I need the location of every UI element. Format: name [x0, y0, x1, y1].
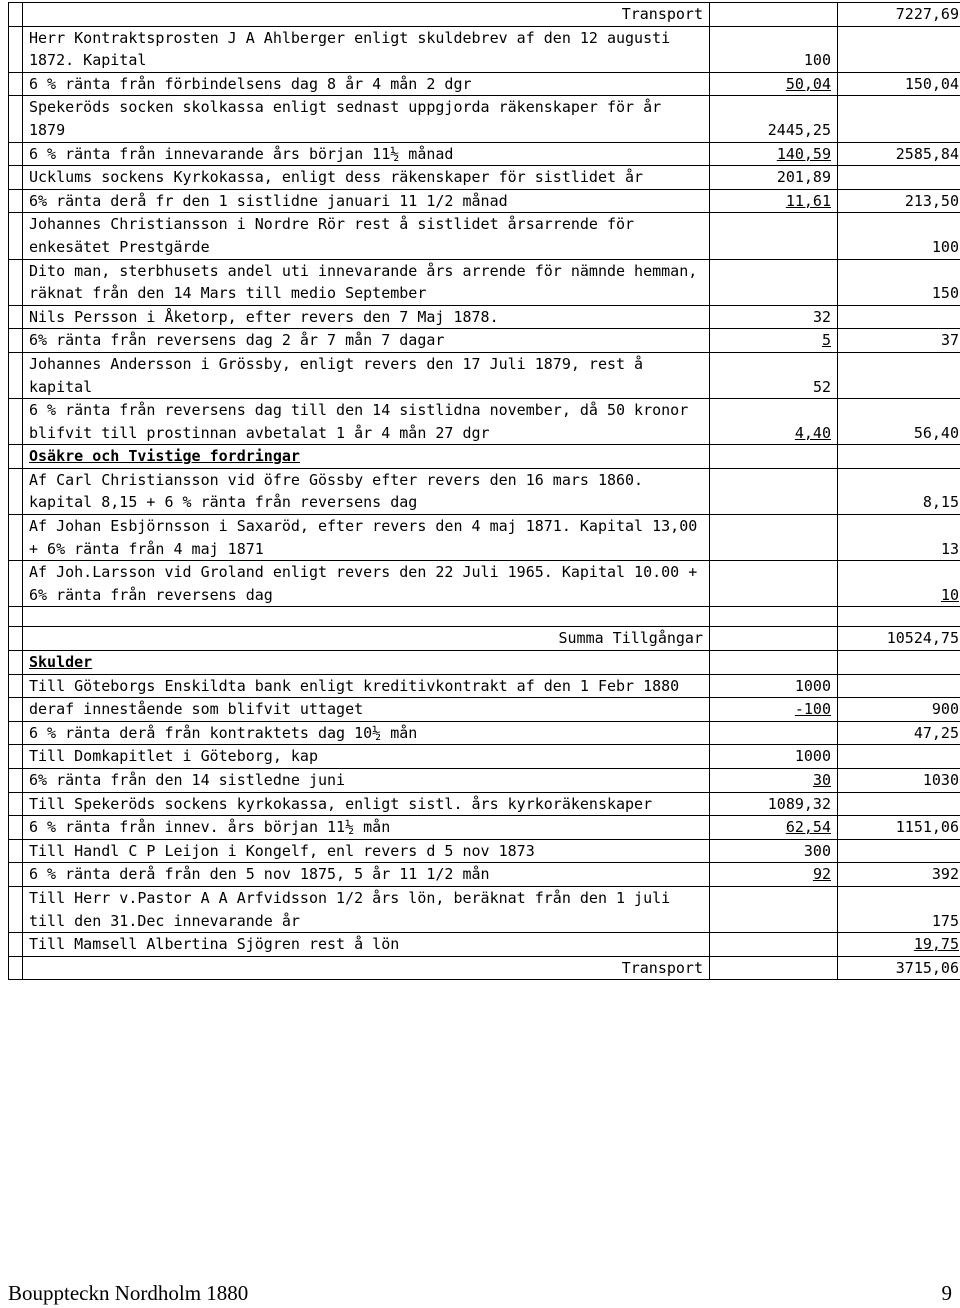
row-margin-cell	[9, 468, 23, 514]
amount-text: 100	[803, 51, 831, 70]
description-text: Osäkre och Tvistige fordringar	[29, 447, 300, 466]
ledger-row	[9, 561, 960, 607]
total-text: 7227,69	[895, 5, 959, 23]
row-margin-cell	[9, 607, 23, 627]
entry-amount	[710, 142, 838, 166]
entry-amount	[710, 72, 838, 96]
row-margin-cell	[9, 26, 23, 72]
total-text: 47,25	[913, 723, 959, 742]
row-margin-cell	[9, 651, 23, 675]
entry-amount	[710, 607, 838, 627]
entry-total	[838, 305, 960, 329]
row-margin-cell	[9, 3, 23, 27]
entry-total	[838, 816, 960, 840]
entry-total	[838, 399, 960, 445]
description-text: 6 % ränta från innevarande års början 11½ månad	[29, 144, 454, 163]
entry-total	[838, 745, 960, 769]
row-margin-cell	[9, 399, 23, 445]
ledger-row	[9, 352, 960, 398]
entry-amount	[710, 674, 838, 698]
row-margin-cell	[9, 305, 23, 329]
entry-amount	[710, 305, 838, 329]
description-text: Till Domkapitlet i Göteborg, kap	[29, 747, 318, 766]
entry-description	[23, 189, 710, 213]
entry-amount	[710, 745, 838, 769]
entry-total	[838, 651, 960, 675]
entry-amount	[710, 3, 838, 27]
entry-description	[23, 721, 710, 745]
ledger-body	[9, 3, 960, 980]
row-margin-cell	[9, 816, 23, 840]
entry-description	[23, 399, 710, 445]
ledger-row	[9, 607, 960, 627]
entry-description	[23, 745, 710, 769]
row-margin-cell	[9, 886, 23, 932]
entry-amount	[710, 259, 838, 305]
entry-amount	[710, 445, 838, 469]
description-text: Af Johan Esbjörnsson i Saxaröd, efter revers den 4 maj 1871. Kapital 13,00 + 6% ränta från 4 maj 1871	[29, 517, 698, 558]
ledger-row	[9, 651, 960, 675]
entry-amount	[710, 515, 838, 561]
total-text: 213,50	[904, 191, 959, 210]
ledger-row	[9, 721, 960, 745]
ledger-row	[9, 816, 960, 840]
ledger-row	[9, 933, 960, 957]
row-margin-cell	[9, 352, 23, 398]
entry-description	[23, 674, 710, 698]
ledger-row	[9, 698, 960, 722]
row-margin-cell	[9, 933, 23, 957]
entry-description	[23, 329, 710, 353]
entry-total	[838, 445, 960, 469]
entry-total	[838, 698, 960, 722]
total-text: 37	[940, 331, 959, 350]
row-margin-cell	[9, 561, 23, 607]
total-text: 150	[931, 284, 959, 303]
ledger-row	[9, 72, 960, 96]
description-text: Skulder	[29, 653, 93, 672]
entry-amount	[710, 189, 838, 213]
entry-amount	[710, 399, 838, 445]
amount-text: 52	[812, 377, 831, 396]
entry-amount	[710, 863, 838, 887]
ledger-row	[9, 863, 960, 887]
total-text: 1151,06	[895, 818, 959, 837]
entry-description	[23, 886, 710, 932]
entry-amount	[710, 792, 838, 816]
description-text: Transport	[621, 5, 703, 23]
amount-text: 2445,25	[767, 120, 831, 139]
row-margin-cell	[9, 698, 23, 722]
entry-amount	[710, 721, 838, 745]
entry-total	[838, 72, 960, 96]
amount-text: 201,89	[776, 168, 831, 187]
description-text: Dito man, sterbhusets andel uti innevarande års arrende för nämnde hemman, räknat från den 14 Mars till medio September	[29, 261, 698, 303]
entry-description	[23, 816, 710, 840]
description-text: Transport	[621, 958, 703, 977]
total-text: 175	[931, 911, 959, 930]
description-text: 6% ränta från den 14 sistledne juni	[29, 771, 346, 789]
total-text: 392	[931, 865, 959, 884]
description-text: 6% ränta derå fr den 1 sistlidne januari 11 1/2 månad	[29, 191, 508, 210]
row-margin-cell	[9, 166, 23, 190]
entry-total	[838, 721, 960, 745]
entry-total	[838, 3, 960, 27]
entry-amount	[710, 352, 838, 398]
amount-text: 140,59	[776, 144, 831, 163]
row-margin-cell	[9, 445, 23, 469]
row-margin-cell	[9, 792, 23, 816]
entry-amount	[710, 213, 838, 259]
entry-total	[838, 674, 960, 698]
amount-text: 32	[812, 307, 831, 326]
entry-amount	[710, 839, 838, 863]
description-text: Herr Kontraktsprosten J A Ahlberger enligt skuldebrev af den 12 augusti 1872. Kapital	[29, 28, 671, 70]
entry-total	[838, 515, 960, 561]
row-margin-cell	[9, 956, 23, 980]
entry-total	[838, 561, 960, 607]
entry-description	[23, 352, 710, 398]
ledger-row	[9, 26, 960, 72]
description-text: Till Herr v.Pastor A A Arfvidsson 1/2 års lön, beräknat från den 1 juli till den 31.Dec innevarande år	[29, 888, 671, 930]
total-text: 10	[940, 585, 959, 604]
row-margin-cell	[9, 189, 23, 213]
description-text: Till Mamsell Albertina Sjögren rest å lön	[29, 935, 400, 954]
entry-amount	[710, 651, 838, 675]
description-text: Johannes Andersson i Grössby, enligt revers den 17 Juli 1879, rest å kapital	[29, 354, 644, 396]
entry-description	[23, 933, 710, 957]
description-text: 6 % ränta från förbindelsens dag 8 år 4 mån 2 dgr	[29, 74, 472, 93]
total-text: 150,04	[904, 74, 959, 93]
row-margin-cell	[9, 515, 23, 561]
entry-description	[23, 607, 710, 627]
ledger-row	[9, 166, 960, 190]
total-text: 13	[940, 539, 959, 558]
description-text: Spekeröds socken skolkassa enligt sednast uppgjorda räkenskaper för år 1879	[29, 98, 662, 139]
entry-total	[838, 166, 960, 190]
description-text: 6% ränta från reversens dag 2 år 7 mån 7 dagar	[29, 331, 445, 350]
description-text: Nils Persson i Åketorp, efter revers den 7 Maj 1878.	[29, 307, 499, 326]
entry-amount	[710, 329, 838, 353]
total-text: 900	[931, 700, 959, 719]
ledger-row	[9, 305, 960, 329]
entry-description	[23, 561, 710, 607]
ledger-row	[9, 839, 960, 863]
ledger-row	[9, 745, 960, 769]
entry-description	[23, 166, 710, 190]
description-text: 6 % ränta från innev. års början 11½ mån	[29, 818, 391, 837]
entry-amount	[710, 26, 838, 72]
total-text: 10524,75	[886, 629, 959, 648]
entry-description	[23, 839, 710, 863]
ledger-row	[9, 769, 960, 793]
amount-text: 1000	[794, 747, 831, 766]
ledger-row	[9, 142, 960, 166]
entry-description	[23, 259, 710, 305]
footer-page-number: 9	[941, 1281, 952, 1305]
row-margin-cell	[9, 96, 23, 142]
amount-text: 5	[821, 331, 831, 350]
ledger-row	[9, 399, 960, 445]
entry-amount	[710, 561, 838, 607]
entry-total	[838, 213, 960, 259]
amount-text: 50,04	[785, 74, 831, 93]
amount-text: 92	[812, 865, 831, 884]
entry-description	[23, 515, 710, 561]
row-margin-cell	[9, 769, 23, 793]
row-margin-cell	[9, 329, 23, 353]
entry-total	[838, 769, 960, 793]
ledger-row	[9, 3, 960, 27]
amount-text: -100	[794, 700, 831, 719]
entry-total	[838, 792, 960, 816]
row-margin-cell	[9, 721, 23, 745]
description-text: 6 % ränta derå från kontraktets dag 10½ mån	[29, 723, 418, 742]
entry-description	[23, 468, 710, 514]
entry-description	[23, 792, 710, 816]
ledger-row	[9, 96, 960, 142]
entry-total	[838, 886, 960, 932]
footer-document-title: Bouppteckn Nordholm 1880	[8, 1281, 249, 1305]
total-text: 56,40	[913, 423, 959, 442]
description-text: Ucklums sockens Kyrkokassa, enligt dess räkenskaper för sistlidet år	[29, 168, 644, 187]
description-text: Till Göteborgs Enskildta bank enligt kreditivkontrakt af den 1 Febr 1880	[29, 676, 680, 695]
ledger-row	[9, 627, 960, 651]
entry-amount	[710, 956, 838, 980]
amount-text: 1089,32	[767, 794, 831, 813]
description-text: Till Handl C P Leijon i Kongelf, enl revers d 5 nov 1873	[29, 841, 535, 860]
entry-description	[23, 956, 710, 980]
entry-description	[23, 627, 710, 651]
entry-description	[23, 213, 710, 259]
total-text: 3715,06	[895, 958, 959, 977]
amount-text: 30	[812, 771, 831, 789]
ledger-row	[9, 515, 960, 561]
description-text: Till Spekeröds sockens kyrkokassa, enligt sistl. års kyrkoräkenskaper	[29, 794, 653, 813]
total-text: 19,75	[913, 935, 959, 954]
entry-description	[23, 142, 710, 166]
entry-amount	[710, 816, 838, 840]
entry-amount	[710, 933, 838, 957]
entry-description	[23, 96, 710, 142]
entry-description	[23, 698, 710, 722]
entry-total	[838, 142, 960, 166]
row-margin-cell	[9, 627, 23, 651]
ledger-row	[9, 329, 960, 353]
description-text: Af Carl Christiansson vid öfre Gössby efter revers den 16 mars 1860. kapital 8,15 + 6 % ränta från reversens dag	[29, 470, 644, 512]
amount-text: 11,61	[785, 191, 831, 210]
row-margin-cell	[9, 745, 23, 769]
row-margin-cell	[9, 863, 23, 887]
ledger-row	[9, 956, 960, 980]
description-text: deraf innestående som blifvit uttaget	[29, 700, 364, 719]
row-margin-cell	[9, 72, 23, 96]
description-text: Summa Tillgångar	[558, 629, 703, 648]
total-text: 100	[931, 237, 959, 256]
entry-amount	[710, 698, 838, 722]
ledger-row	[9, 213, 960, 259]
entry-amount	[710, 627, 838, 651]
entry-amount	[710, 166, 838, 190]
row-margin-cell	[9, 142, 23, 166]
entry-total	[838, 352, 960, 398]
row-margin-cell	[9, 213, 23, 259]
entry-total	[838, 627, 960, 651]
total-text: 1030	[922, 771, 959, 789]
amount-text: 4,40	[794, 423, 831, 442]
row-margin-cell	[9, 259, 23, 305]
ledger-row	[9, 189, 960, 213]
description-text: 6 % ränta från reversens dag till den 14 sistlidna november, då 50 kronor blifvit till prostinnan avbetalat 1 år 4 mån 27 dgr	[29, 401, 689, 442]
entry-description	[23, 3, 710, 27]
entry-amount	[710, 468, 838, 514]
entry-total	[838, 468, 960, 514]
ledger-row	[9, 674, 960, 698]
section-heading	[23, 445, 710, 469]
ledger-row	[9, 259, 960, 305]
entry-total	[838, 839, 960, 863]
total-text: 2585,84	[895, 144, 959, 163]
entry-total	[838, 26, 960, 72]
entry-amount	[710, 886, 838, 932]
entry-description	[23, 26, 710, 72]
entry-description	[23, 72, 710, 96]
entry-amount	[710, 769, 838, 793]
entry-total	[838, 933, 960, 957]
ledger-row	[9, 792, 960, 816]
ledger-row	[9, 468, 960, 514]
ledger-row	[9, 886, 960, 932]
amount-text: 62,54	[785, 818, 831, 837]
description-text: Johannes Christiansson i Nordre Rör rest å sistlidet årsarrende för enkesätet Prestgärde	[29, 215, 635, 256]
description-text: Af Joh.Larsson vid Groland enligt revers den 22 Juli 1965. Kapital 10.00 + 6% ränta från reversens dag	[29, 563, 698, 604]
entry-total	[838, 96, 960, 142]
amount-text: 300	[803, 841, 831, 860]
amount-text: 1000	[794, 676, 831, 695]
entry-total	[838, 259, 960, 305]
entry-total	[838, 863, 960, 887]
section-heading	[23, 651, 710, 675]
row-margin-cell	[9, 839, 23, 863]
description-text: 6 % ränta derå från den 5 nov 1875, 5 år 11 1/2 mån	[29, 865, 490, 884]
entry-description	[23, 769, 710, 793]
entry-total	[838, 329, 960, 353]
ledger-row	[9, 445, 960, 469]
row-margin-cell	[9, 674, 23, 698]
entry-total	[838, 607, 960, 627]
ledger-table	[8, 2, 960, 980]
entry-total	[838, 189, 960, 213]
entry-amount	[710, 96, 838, 142]
entry-description	[23, 863, 710, 887]
entry-description	[23, 305, 710, 329]
total-text: 8,15	[922, 493, 959, 512]
entry-total	[838, 956, 960, 980]
